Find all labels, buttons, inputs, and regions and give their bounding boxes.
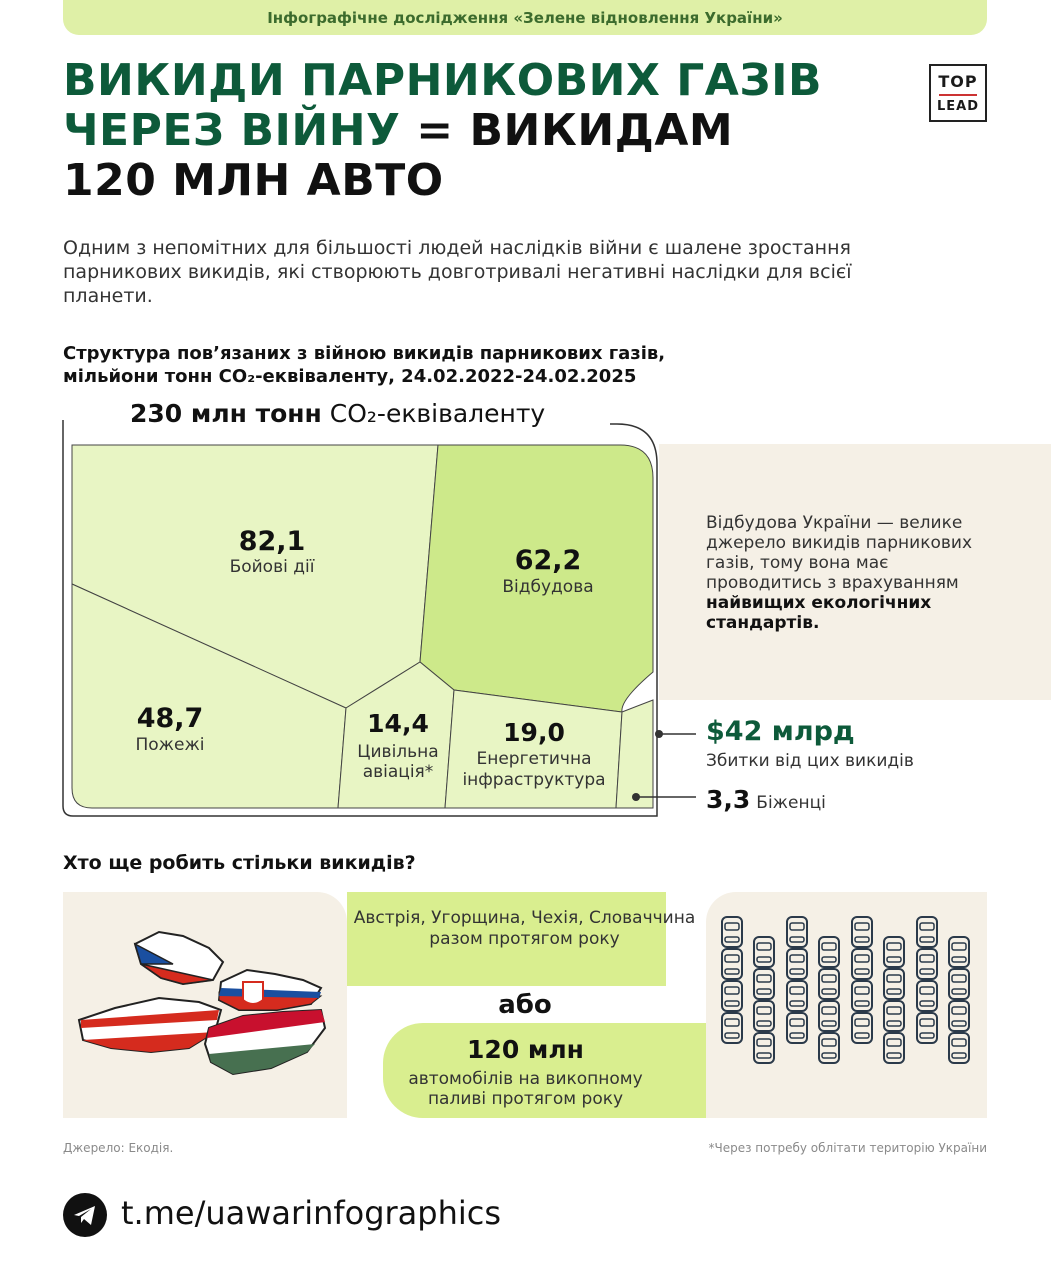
label-aviation-1: Цивільна <box>357 742 439 762</box>
refugees-value: 3,3 <box>706 785 751 814</box>
car-icon <box>819 969 839 999</box>
car-icon <box>884 969 904 999</box>
car-icon <box>787 981 807 1011</box>
car-icon <box>884 937 904 967</box>
total-bold: 230 млн тонн <box>130 399 322 428</box>
car-icon <box>917 1013 937 1043</box>
intro-text: Одним з непомітних для більшості людей наслідків війни є шалене зростання парникових викидів, які створюють довготривалі негативні наслідки для всієї планети. <box>63 237 852 307</box>
car-icon <box>754 937 774 967</box>
map-box <box>63 892 347 1118</box>
headline-line-3: 120 МЛН АВТО <box>63 155 444 206</box>
map-icon <box>63 892 347 1118</box>
chart-title-line-2: мільйони тонн CO₂-еквіваленту, 24.02.2022-24.02.2025 <box>63 366 637 387</box>
banner-text: Інфографічне дослідження «Зелене відновлення України» <box>267 8 783 27</box>
car-icon <box>852 981 872 1011</box>
car-icon <box>819 1001 839 1031</box>
headline-line-2-black: = ВИКИДАМ <box>400 105 734 156</box>
car-icon <box>884 1001 904 1031</box>
side-note-text: Відбудова України — велике джерело викидів парникових газів, тому вона має проводитись з врахуванням <box>706 513 973 593</box>
label-combat: Бойові дії <box>229 557 315 577</box>
or-label: або <box>498 990 552 1020</box>
car-icon <box>754 969 774 999</box>
telegram-link[interactable]: t.me/uawarinfographics <box>121 1194 502 1232</box>
label-energy-2: інфраструктура <box>462 770 606 790</box>
car-icon <box>852 949 872 979</box>
label-aviation-2: авіація* <box>362 762 434 782</box>
car-icon <box>722 1013 742 1043</box>
car-icon <box>917 917 937 947</box>
total-rest: CO₂-еквіваленту <box>321 399 546 428</box>
car-icon <box>754 1033 774 1063</box>
car-icon <box>949 1033 969 1063</box>
cars-text: автомобілів на викопному паливі протягом року <box>408 1069 643 1109</box>
headline-line-1: ВИКИДИ ПАРНИКОВИХ ГАЗІВ <box>63 55 822 106</box>
side-note <box>706 513 1006 633</box>
label-fires: Пожежі <box>135 735 205 755</box>
compare-countries: Австрія, Угорщина, Чехія, Словаччина разом протягом року <box>353 908 696 949</box>
total-label <box>122 398 553 430</box>
car-icon <box>852 917 872 947</box>
logo-top: TOP <box>938 72 978 91</box>
car-icon <box>787 917 807 947</box>
value-energy: 19,0 <box>503 718 565 747</box>
car-icon <box>852 1013 872 1043</box>
car-icon <box>949 937 969 967</box>
car-icon <box>884 1033 904 1063</box>
car-icon <box>722 917 742 947</box>
loss-label: Збитки від цих викидів <box>706 751 914 771</box>
logo-bottom: LEAD <box>936 99 980 114</box>
car-icon <box>917 949 937 979</box>
car-icon <box>819 937 839 967</box>
label-reconstruction: Відбудова <box>502 577 594 597</box>
car-icon <box>754 1001 774 1031</box>
telegram-plane <box>63 1193 107 1237</box>
telegram-icon[interactable] <box>63 1193 107 1237</box>
loss-connector-dot <box>655 730 663 738</box>
headline-line-2-green: ЧЕРЕЗ ВІЙНУ <box>63 105 401 156</box>
cars-value: 120 млн <box>467 1035 584 1064</box>
car-icon <box>722 949 742 979</box>
car-icon <box>949 969 969 999</box>
footnote-text: *Через потребу облітати територію України <box>708 1141 987 1155</box>
refugees-row <box>706 785 826 814</box>
value-reconstruction: 62,2 <box>514 545 582 576</box>
side-note-bold: найвищих екологічних стандартів. <box>706 593 932 633</box>
refugees-label: Біженці <box>756 793 826 813</box>
car-icon-grid <box>706 892 987 1118</box>
cars-box <box>706 892 987 1118</box>
car-icon <box>949 1001 969 1031</box>
question-title: Хто ще робить стільки викидів? <box>63 852 416 874</box>
value-combat: 82,1 <box>238 526 306 557</box>
car-icon <box>787 949 807 979</box>
car-icon <box>917 981 937 1011</box>
value-aviation: 14,4 <box>367 709 429 738</box>
label-energy-1: Енергетична <box>476 749 592 769</box>
cell-refugees <box>616 700 653 808</box>
value-fires: 48,7 <box>136 703 204 734</box>
car-icon <box>787 1013 807 1043</box>
chart-title-line-1: Структура пов’язаних з війною викидів парникових газів, <box>63 343 666 364</box>
car-icon <box>722 981 742 1011</box>
loss-value: $42 млрд <box>706 716 855 747</box>
car-icon <box>819 1033 839 1063</box>
refugees-connector-dot <box>632 793 640 801</box>
source-text: Джерело: Екодія. <box>63 1141 174 1155</box>
